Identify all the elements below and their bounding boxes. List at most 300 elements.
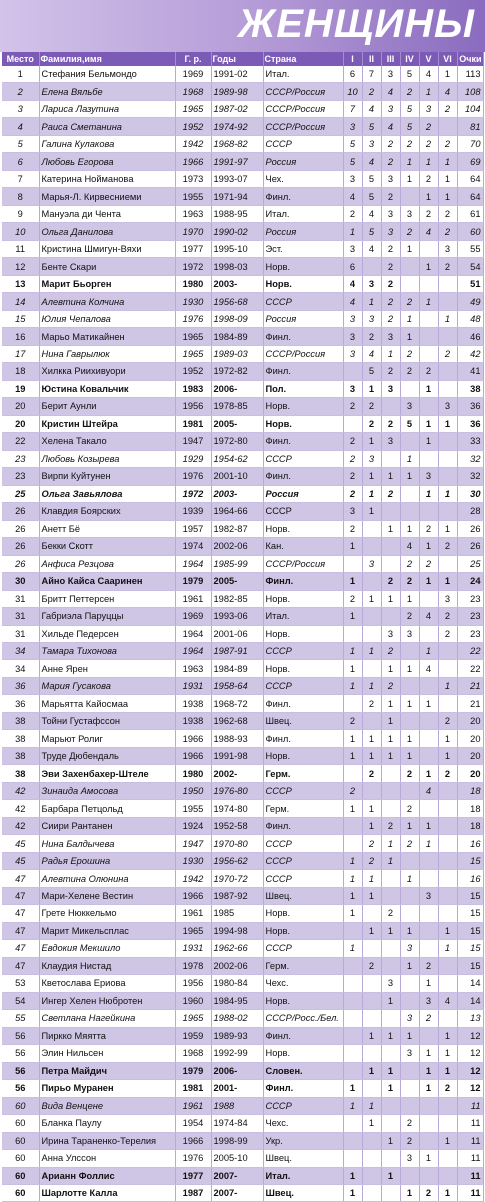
col-iii-cell: 3: [381, 205, 400, 222]
col-vi-cell: 1: [438, 485, 457, 502]
col-country-cell: Россия: [263, 310, 343, 327]
col-points-cell: 32: [457, 450, 483, 467]
col-v-cell: [419, 275, 438, 292]
col-ii-cell: [362, 1132, 381, 1149]
col-v-cell: 3: [419, 887, 438, 904]
col-iv-cell: 2: [400, 573, 419, 590]
col-name-header: Фамилия,имя: [39, 52, 175, 66]
col-iii-header: III: [381, 52, 400, 66]
table-row: [2, 363, 483, 380]
col-country-cell: Финл.: [263, 328, 343, 345]
col-birth-year-cell: 1952: [175, 363, 211, 380]
col-years-cell: 2003-: [211, 485, 263, 502]
col-years-cell: 1972-82: [211, 363, 263, 380]
col-years-cell: 1972-80: [211, 433, 263, 450]
col-points-cell: 18: [457, 782, 483, 799]
col-place-cell: 36: [2, 677, 39, 694]
col-country-cell: Россия: [263, 153, 343, 170]
col-ii-cell: [362, 992, 381, 1009]
col-country-cell: Норв.: [263, 398, 343, 415]
col-vi-cell: 1: [438, 573, 457, 590]
col-i-cell: 1: [343, 1185, 362, 1202]
col-country-cell: СССР: [263, 677, 343, 694]
col-i-cell: 2: [343, 450, 362, 467]
col-vi-cell: [438, 1010, 457, 1027]
col-iii-cell: 3: [381, 625, 400, 642]
table-row: [2, 800, 483, 817]
col-vi-cell: [438, 328, 457, 345]
table-row: [2, 223, 483, 240]
table-row: [2, 642, 483, 659]
col-country-cell: Финл.: [263, 730, 343, 747]
col-i-cell: [343, 835, 362, 852]
col-points-cell: 51: [457, 275, 483, 292]
col-iv-cell: [400, 1062, 419, 1079]
col-years-cell: 1974-92: [211, 118, 263, 135]
col-points-cell: 104: [457, 100, 483, 117]
col-points-cell: 26: [457, 520, 483, 537]
col-country-cell: СССР: [263, 450, 343, 467]
table-row: [2, 992, 483, 1009]
col-points-cell: 23: [457, 625, 483, 642]
table-row: [2, 170, 483, 187]
table-row: [2, 415, 483, 432]
col-iv-cell: 5: [400, 118, 419, 135]
col-iv-cell: 1: [400, 870, 419, 887]
col-vi-cell: 1: [438, 188, 457, 205]
col-i-cell: 3: [343, 328, 362, 345]
col-ii-cell: 1: [362, 1097, 381, 1114]
col-iv-cell: [400, 975, 419, 992]
col-name-cell: Евдокия Мекшило: [39, 940, 175, 957]
col-country-cell: Норв.: [263, 590, 343, 607]
col-iii-cell: 1: [381, 835, 400, 852]
col-birth-year-cell: 1931: [175, 940, 211, 957]
col-years-cell: 2007-: [211, 1167, 263, 1184]
col-birth-year-cell: 1947: [175, 835, 211, 852]
col-ii-cell: [362, 1045, 381, 1062]
col-i-cell: 6: [343, 66, 362, 83]
col-name-cell: Галина Кулакова: [39, 135, 175, 152]
col-v-cell: 1: [419, 415, 438, 432]
col-country-cell: Итал.: [263, 608, 343, 625]
col-vi-cell: 3: [438, 240, 457, 257]
col-points-cell: 22: [457, 642, 483, 659]
col-iii-cell: 2: [381, 153, 400, 170]
col-points-cell: 32: [457, 468, 483, 485]
col-birth-year-cell: 1977: [175, 240, 211, 257]
col-iii-cell: 1: [381, 747, 400, 764]
col-name-cell: Мануэла ди Чента: [39, 205, 175, 222]
col-vi-cell: 1: [438, 1045, 457, 1062]
col-ii-cell: [362, 625, 381, 642]
col-iv-cell: [400, 188, 419, 205]
col-country-cell: Финл.: [263, 1027, 343, 1044]
col-iv-cell: 5: [400, 100, 419, 117]
col-vi-cell: 1: [438, 66, 457, 83]
col-iv-cell: [400, 712, 419, 729]
col-points-cell: 18: [457, 800, 483, 817]
col-country-cell: Норв.: [263, 415, 343, 432]
col-ii-cell: 1: [362, 590, 381, 607]
col-country-cell: Норв.: [263, 1045, 343, 1062]
col-years-cell: 1987-02: [211, 100, 263, 117]
col-birth-year-cell: 1960: [175, 992, 211, 1009]
col-name-cell: Стефания Бельмондо: [39, 66, 175, 83]
col-v-cell: 1: [419, 573, 438, 590]
col-place-cell: 30: [2, 573, 39, 590]
col-i-cell: [343, 817, 362, 834]
col-place-cell: 22: [2, 433, 39, 450]
col-i-cell: 1: [343, 660, 362, 677]
table-row: [2, 538, 483, 555]
col-v-cell: [419, 1132, 438, 1149]
col-name-cell: Анетт Бё: [39, 520, 175, 537]
table-row: [2, 677, 483, 694]
col-vi-cell: [438, 905, 457, 922]
col-v-cell: [419, 590, 438, 607]
col-v-cell: 2: [419, 1185, 438, 1202]
col-i-cell: 1: [343, 1097, 362, 1114]
col-years-cell: 1962-68: [211, 712, 263, 729]
col-name-cell: Сиири Рантанен: [39, 817, 175, 834]
col-ii-cell: [362, 573, 381, 590]
col-country-cell: Герм.: [263, 957, 343, 974]
col-country-cell: Финл.: [263, 433, 343, 450]
col-name-cell: Катерина Ноймановa: [39, 170, 175, 187]
table-row: [2, 205, 483, 222]
col-years-cell: 1988-02: [211, 1010, 263, 1027]
col-place-cell: 26: [2, 538, 39, 555]
col-ii-cell: 5: [362, 170, 381, 187]
col-birth-year-cell: 1979: [175, 573, 211, 590]
col-vi-cell: [438, 555, 457, 572]
col-points-cell: 41: [457, 363, 483, 380]
col-iv-cell: 1: [400, 170, 419, 187]
col-iv-cell: 1: [400, 747, 419, 764]
col-iii-cell: [381, 450, 400, 467]
col-birth-year-cell: 1955: [175, 800, 211, 817]
col-points-cell: 12: [457, 1080, 483, 1097]
col-vi-cell: 2: [438, 345, 457, 362]
table-header-row: [2, 52, 483, 66]
col-birth-year-cell: 1978: [175, 957, 211, 974]
col-vi-cell: [438, 817, 457, 834]
col-iii-cell: 1: [381, 852, 400, 869]
col-place-cell: 42: [2, 817, 39, 834]
col-i-cell: 2: [343, 485, 362, 502]
col-iv-cell: 3: [400, 1045, 419, 1062]
col-birth-year-cell: 1980: [175, 765, 211, 782]
col-country-cell: Финл.: [263, 1080, 343, 1097]
col-iv-cell: 1: [400, 310, 419, 327]
col-ii-cell: 1: [362, 293, 381, 310]
col-birth-year-cell: 1952: [175, 118, 211, 135]
col-vi-cell: 2: [438, 258, 457, 275]
col-i-cell: [343, 625, 362, 642]
col-ii-cell: [362, 975, 381, 992]
col-vi-cell: [438, 835, 457, 852]
col-place-cell: 20: [2, 398, 39, 415]
col-iv-cell: 3: [400, 940, 419, 957]
col-place-cell: 14: [2, 293, 39, 310]
col-i-cell: 1: [343, 223, 362, 240]
col-ii-cell: 1: [362, 800, 381, 817]
col-iii-cell: 3: [381, 66, 400, 83]
col-iv-cell: [400, 503, 419, 520]
col-vi-cell: [438, 975, 457, 992]
col-ii-cell: 4: [362, 240, 381, 257]
col-v-cell: 4: [419, 608, 438, 625]
col-years-cell: 2001-06: [211, 625, 263, 642]
col-i-header: I: [343, 52, 362, 66]
col-place-cell: 34: [2, 660, 39, 677]
col-birth-year-cell: 1969: [175, 66, 211, 83]
col-country-cell: Финл.: [263, 817, 343, 834]
col-birth-year-cell: 1976: [175, 310, 211, 327]
col-iv-cell: [400, 992, 419, 1009]
col-i-cell: 1: [343, 573, 362, 590]
col-ii-cell: 3: [362, 555, 381, 572]
col-i-cell: 4: [343, 188, 362, 205]
col-name-cell: Любовь Козырева: [39, 450, 175, 467]
col-country-cell: Чехс.: [263, 1115, 343, 1132]
col-iv-cell: 3: [400, 1010, 419, 1027]
col-name-cell: Пиркко Мяятта: [39, 1027, 175, 1044]
col-place-cell: 47: [2, 957, 39, 974]
table-row: [2, 870, 483, 887]
col-i-cell: 1: [343, 677, 362, 694]
col-birth-year-cell: 1955: [175, 188, 211, 205]
col-ii-cell: [362, 538, 381, 555]
col-years-cell: 1990-02: [211, 223, 263, 240]
col-points-cell: 12: [457, 1045, 483, 1062]
col-years-cell: 1988-93: [211, 730, 263, 747]
col-years-cell: 1993-06: [211, 608, 263, 625]
col-name-cell: Радья Ерошина: [39, 852, 175, 869]
col-birth-year-cell: 1972: [175, 485, 211, 502]
col-years-cell: 1987-91: [211, 642, 263, 659]
col-birth-year-header: Г. р.: [175, 52, 211, 66]
col-ii-cell: 2: [362, 852, 381, 869]
col-name-cell: Берит Аунли: [39, 398, 175, 415]
col-iii-cell: 3: [381, 170, 400, 187]
col-iv-cell: 2: [400, 293, 419, 310]
col-v-cell: 4: [419, 223, 438, 240]
col-birth-year-cell: 1931: [175, 677, 211, 694]
col-name-cell: Елена Вяльбе: [39, 83, 175, 100]
col-v-cell: [419, 730, 438, 747]
col-birth-year-cell: 1954: [175, 1115, 211, 1132]
col-country-cell: Словен.: [263, 1062, 343, 1079]
col-vi-cell: [438, 450, 457, 467]
table-row: [2, 345, 483, 362]
col-birth-year-cell: 1957: [175, 520, 211, 537]
col-iv-cell: 1: [400, 328, 419, 345]
col-i-cell: 2: [343, 398, 362, 415]
col-vi-cell: 2: [438, 538, 457, 555]
table-row: [2, 730, 483, 747]
col-i-cell: 2: [343, 712, 362, 729]
col-country-cell: Норв.: [263, 275, 343, 292]
col-iii-cell: 2: [381, 135, 400, 152]
col-v-cell: 2: [419, 205, 438, 222]
col-ii-header: II: [362, 52, 381, 66]
col-vi-cell: 1: [438, 170, 457, 187]
col-name-cell: Марит Микельсплас: [39, 922, 175, 939]
col-i-cell: 2: [343, 433, 362, 450]
col-points-cell: 28: [457, 503, 483, 520]
col-vi-cell: [438, 503, 457, 520]
table-row: [2, 118, 483, 135]
col-name-cell: Бенте Скари: [39, 258, 175, 275]
col-ii-cell: 2: [362, 957, 381, 974]
col-v-cell: 1: [419, 1150, 438, 1167]
col-name-cell: Анне Ярен: [39, 660, 175, 677]
col-ii-cell: 4: [362, 153, 381, 170]
col-iii-cell: 1: [381, 660, 400, 677]
col-place-cell: 38: [2, 712, 39, 729]
col-years-cell: 1992-99: [211, 1045, 263, 1062]
col-iii-cell: [381, 940, 400, 957]
col-name-cell: Айно Кайса Сааринен: [39, 573, 175, 590]
col-points-cell: 11: [457, 1167, 483, 1184]
col-birth-year-cell: 1963: [175, 660, 211, 677]
col-vi-cell: [438, 852, 457, 869]
col-birth-year-cell: 1976: [175, 1150, 211, 1167]
col-iii-cell: [381, 538, 400, 555]
col-years-cell: 1956-62: [211, 852, 263, 869]
col-name-cell: Кристина Шмигун-Вяхи: [39, 240, 175, 257]
col-years-cell: 1989-03: [211, 345, 263, 362]
col-iii-cell: 3: [381, 223, 400, 240]
table-row: [2, 83, 483, 100]
col-v-cell: [419, 625, 438, 642]
col-vi-cell: 2: [438, 223, 457, 240]
col-i-cell: [343, 1045, 362, 1062]
col-country-cell: СССР: [263, 782, 343, 799]
table-row: [2, 1080, 483, 1097]
col-vi-header: VI: [438, 52, 457, 66]
col-country-cell: СССР: [263, 642, 343, 659]
col-ii-cell: 5: [362, 223, 381, 240]
col-place-cell: 19: [2, 380, 39, 397]
col-name-cell: Лариса Лазутина: [39, 100, 175, 117]
table-row: [2, 485, 483, 502]
col-v-cell: [419, 870, 438, 887]
col-vi-cell: 1: [438, 1132, 457, 1149]
col-v-cell: 2: [419, 1010, 438, 1027]
col-i-cell: 1: [343, 747, 362, 764]
col-years-cell: 1995-10: [211, 240, 263, 257]
col-vi-cell: 2: [438, 765, 457, 782]
col-birth-year-cell: 1968: [175, 1045, 211, 1062]
col-place-cell: 12: [2, 258, 39, 275]
col-points-cell: 20: [457, 712, 483, 729]
col-ii-cell: 1: [362, 817, 381, 834]
col-years-cell: 2007-: [211, 1185, 263, 1202]
col-iii-cell: 2: [381, 905, 400, 922]
col-vi-cell: [438, 957, 457, 974]
col-v-cell: 2: [419, 170, 438, 187]
table-row: [2, 1132, 483, 1149]
col-vi-cell: 1: [438, 730, 457, 747]
col-years-cell: 1993-07: [211, 170, 263, 187]
col-vi-cell: 3: [438, 398, 457, 415]
col-iv-cell: [400, 485, 419, 502]
col-years-cell: 2002-06: [211, 538, 263, 555]
col-v-cell: [419, 712, 438, 729]
col-name-cell: Клавдия Боярских: [39, 503, 175, 520]
col-birth-year-cell: 1966: [175, 730, 211, 747]
col-iv-cell: [400, 380, 419, 397]
col-iii-cell: 1: [381, 520, 400, 537]
col-place-cell: 18: [2, 363, 39, 380]
col-vi-cell: 1: [438, 520, 457, 537]
col-ii-cell: 2: [362, 765, 381, 782]
col-years-cell: 1984-89: [211, 660, 263, 677]
col-iii-cell: [381, 782, 400, 799]
col-iv-cell: 3: [400, 625, 419, 642]
col-i-cell: 1: [343, 905, 362, 922]
col-v-cell: 1: [419, 538, 438, 555]
col-iii-cell: 1: [381, 1167, 400, 1184]
col-iv-cell: 1: [400, 695, 419, 712]
col-years-cell: 1978-85: [211, 398, 263, 415]
col-birth-year-cell: 1966: [175, 1132, 211, 1149]
col-iv-cell: [400, 1167, 419, 1184]
table-row: [2, 293, 483, 310]
col-iii-cell: 2: [381, 415, 400, 432]
col-ii-cell: 2: [362, 835, 381, 852]
col-place-cell: 47: [2, 870, 39, 887]
col-years-cell: 1989-98: [211, 83, 263, 100]
col-iii-cell: 2: [381, 573, 400, 590]
col-i-cell: [343, 1132, 362, 1149]
col-iv-cell: 2: [400, 1115, 419, 1132]
col-points-cell: 14: [457, 975, 483, 992]
col-iv-cell: [400, 852, 419, 869]
table-row: [2, 1167, 483, 1184]
col-birth-year-cell: 1980: [175, 275, 211, 292]
col-country-cell: СССР: [263, 852, 343, 869]
col-iii-cell: [381, 1150, 400, 1167]
col-country-cell: Норв.: [263, 905, 343, 922]
col-place-cell: 26: [2, 520, 39, 537]
col-place-cell: 45: [2, 852, 39, 869]
table-row: [2, 520, 483, 537]
col-birth-year-cell: 1964: [175, 625, 211, 642]
col-years-cell: 1976-80: [211, 782, 263, 799]
col-years-cell: 1970-72: [211, 870, 263, 887]
col-years-cell: 2001-: [211, 1080, 263, 1097]
col-iii-cell: 2: [381, 817, 400, 834]
col-v-cell: 2: [419, 520, 438, 537]
col-i-cell: [343, 695, 362, 712]
col-v-cell: 3: [419, 992, 438, 1009]
col-name-cell: Светлана Нагейкина: [39, 1010, 175, 1027]
table-row: [2, 940, 483, 957]
col-country-cell: Эст.: [263, 240, 343, 257]
col-birth-year-cell: 1961: [175, 1097, 211, 1114]
col-country-cell: СССР: [263, 503, 343, 520]
col-vi-cell: [438, 1097, 457, 1114]
col-iv-cell: [400, 1080, 419, 1097]
col-i-cell: 1: [343, 940, 362, 957]
col-name-cell: Ольга Завьялова: [39, 485, 175, 502]
col-v-cell: 1: [419, 1080, 438, 1097]
col-birth-year-cell: 1938: [175, 712, 211, 729]
